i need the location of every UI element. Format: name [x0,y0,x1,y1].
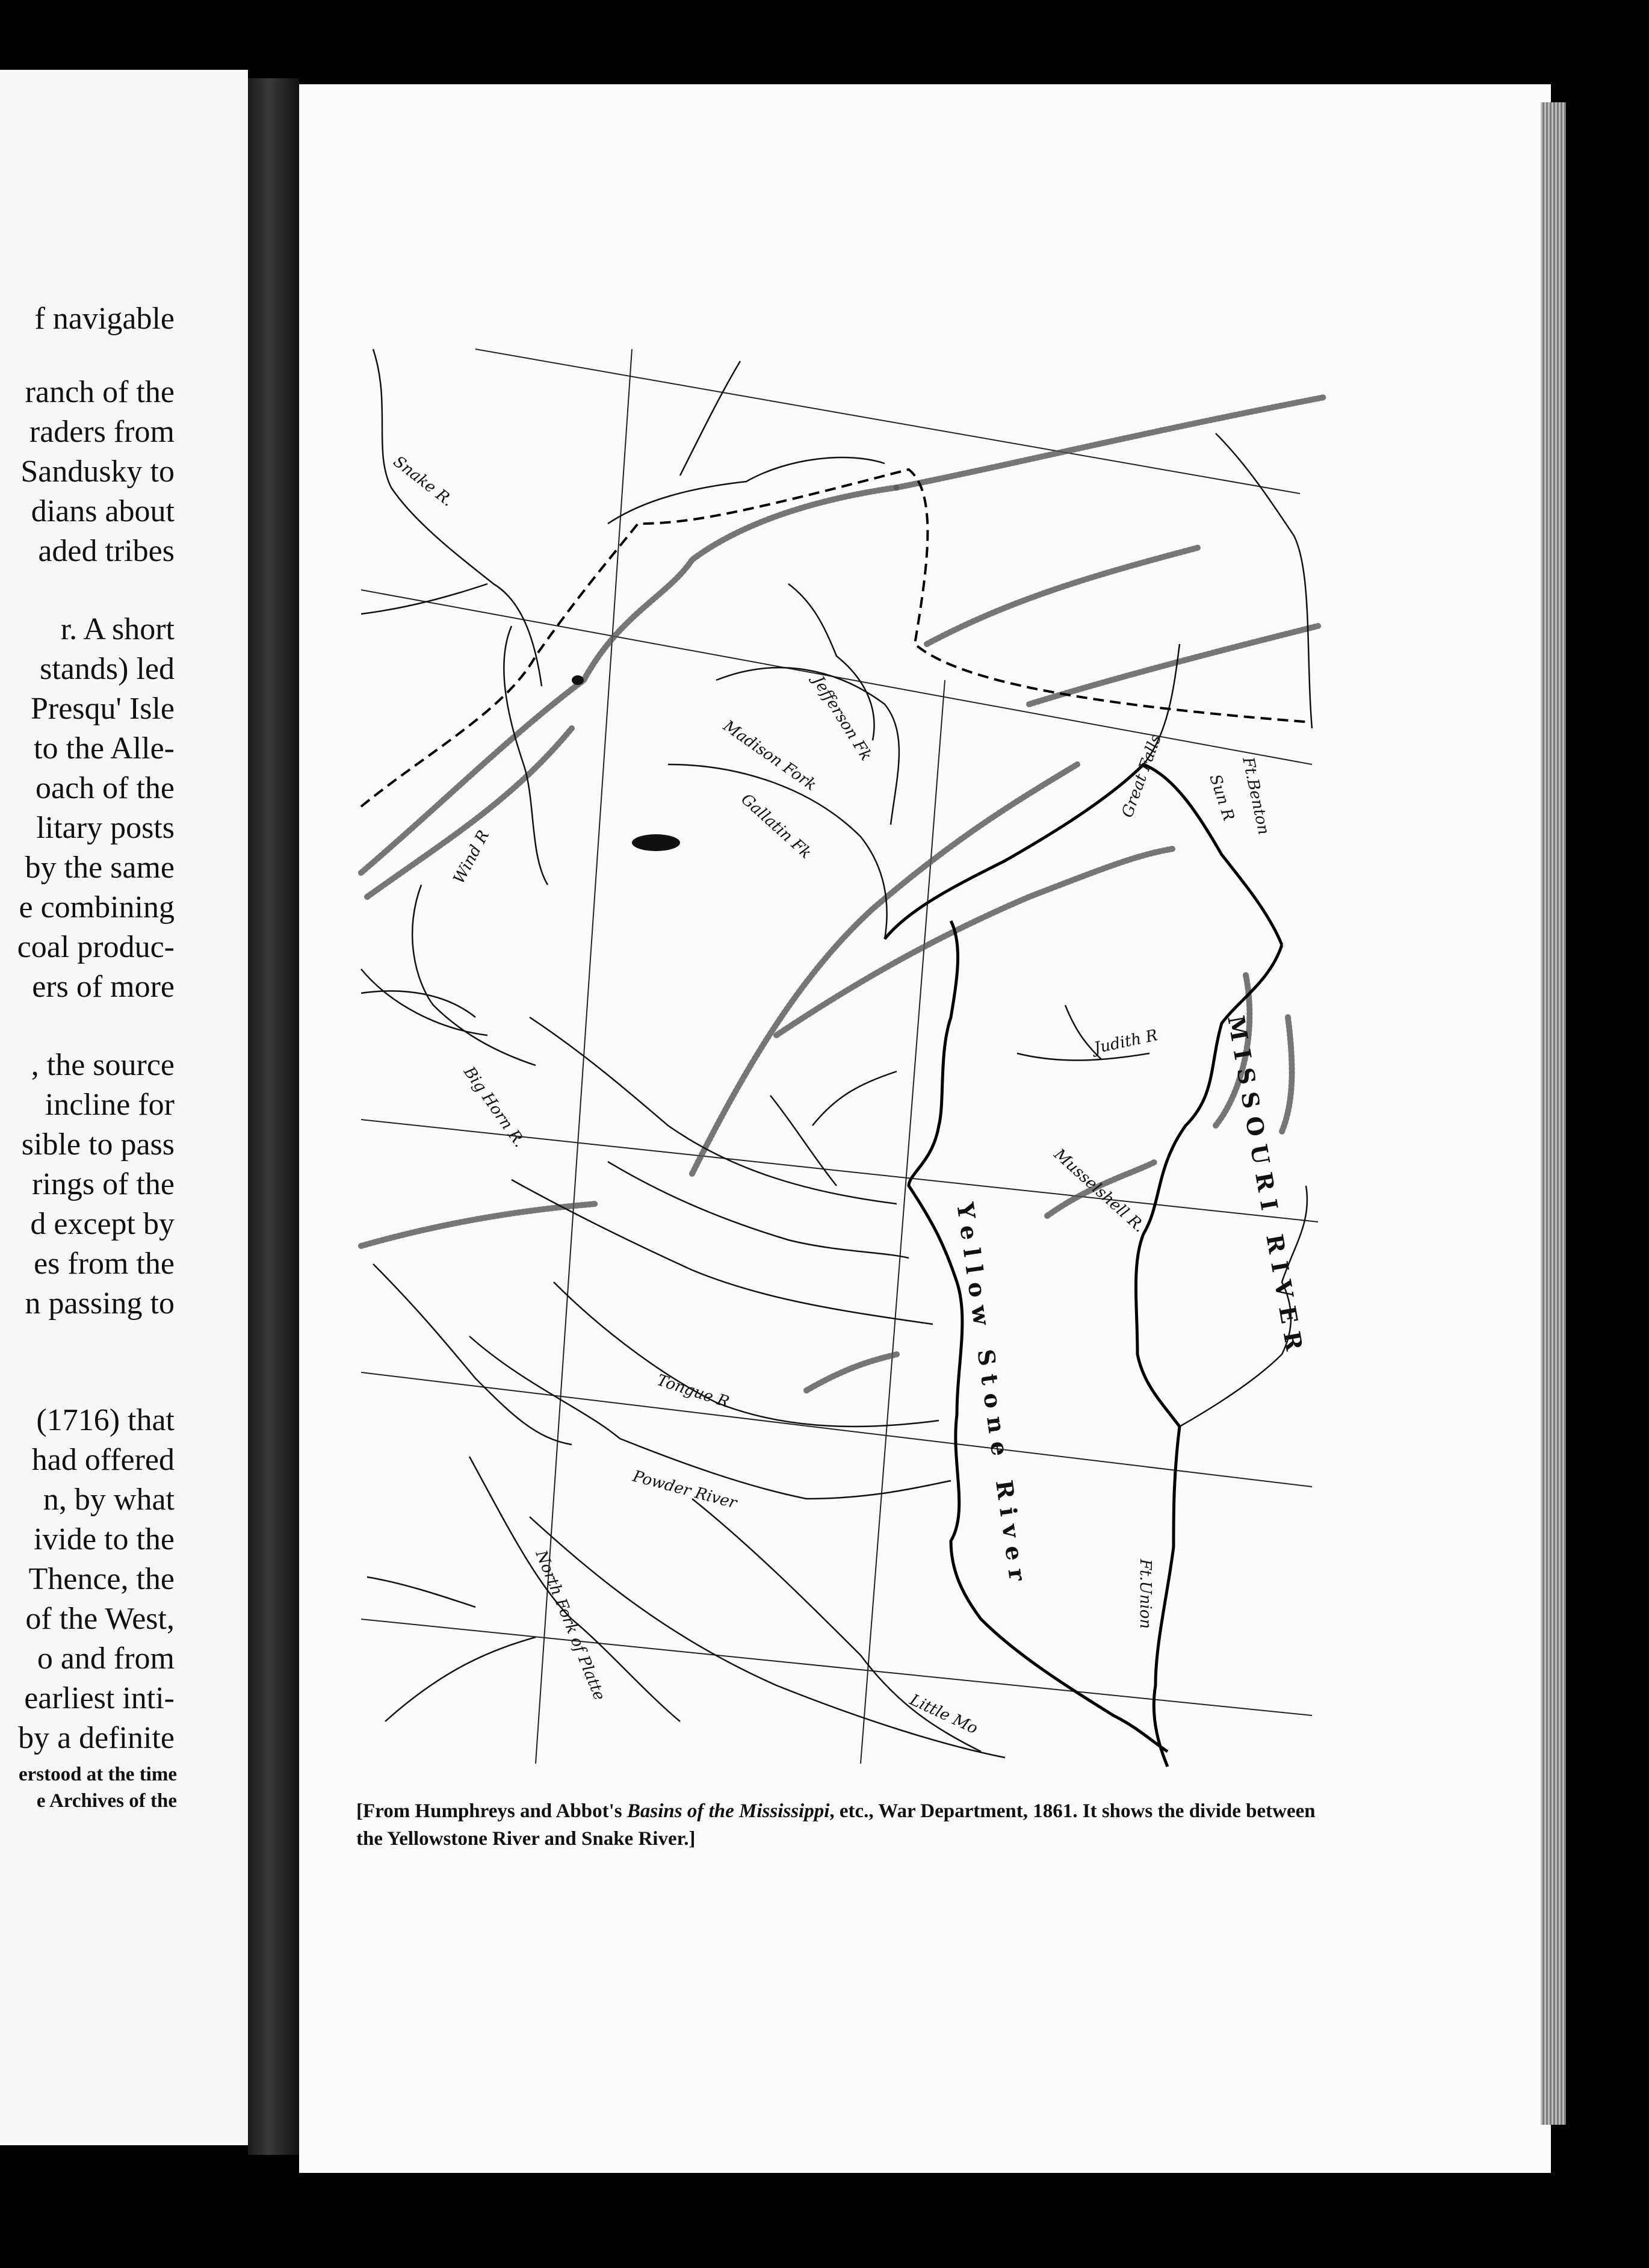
left-page-line: (1716) that [36,1403,175,1437]
left-page-line: coal produc- [17,930,175,964]
map-figure [355,343,1330,1770]
label-ft-union: Ft.Union [1136,1559,1154,1629]
label-little-missouri: Little Mo [907,1691,981,1738]
left-page-line: dians about [31,494,175,528]
left-page-line: ers of more [32,970,175,1004]
left-page-line: n passing to [25,1286,175,1321]
left-page-line: incline for [45,1088,175,1122]
label-musselshell-river: Musselshell R. [1050,1145,1149,1236]
left-page-line: r. A short [60,612,175,646]
left-page-line: sible to pass [21,1127,175,1162]
label-ft-benton: Ft.Benton [1239,755,1273,837]
left-page-line: o and from [37,1641,175,1676]
left-page-line: had offered [31,1443,175,1477]
left-page-line: Sandusky to [20,454,175,489]
label-tongue-river: Tongue R [654,1371,732,1412]
left-page-line: Thence, the [28,1562,175,1596]
left-page-line: ivide to the [34,1522,175,1557]
left-page-line: by a definite [18,1721,175,1755]
left-page-line: Presqu' Isle [30,692,175,726]
page-edges [1541,102,1566,2125]
label-yellowstone-river: Yellow Stone River [951,1200,1033,1591]
lake-marker [572,675,584,685]
left-page-line: rings of the [32,1167,175,1201]
label-north-fork: North Fork of Platte [531,1548,609,1703]
left-page-line: to the Alle- [34,731,175,766]
left-page-line: raders from [29,415,175,449]
left-page-line: n, by what [43,1483,175,1517]
left-page-line: aded tribes [38,534,175,568]
left-page-line: , the source [31,1048,175,1082]
left-page [0,70,248,2145]
map-caption: [From Humphreys and Abbot's Basins of the Mississippi, etc., War Department, 1861. It shows the divide between the Yellowstone River and Snake River.] [356,1800,1316,1850]
label-snake-river: Snake R. [389,452,457,510]
left-page-line: by the same [25,850,175,885]
left-page-line: e combining [19,890,175,925]
label-jefferson-fork: Jefferson Fk [809,672,876,764]
left-page-line: of the West, [25,1602,175,1636]
left-page-line: litary posts [36,811,175,845]
left-page-line: es from the [34,1247,175,1281]
left-page-line: earliest inti- [24,1681,175,1715]
left-page-line: ranch of the [25,375,175,409]
label-big-horn-river: Big Horn R. [460,1063,529,1151]
left-page-footnote-line: erstood at the time [18,1764,177,1785]
label-sun-river: Sun R [1205,772,1238,823]
lake-marker [632,834,680,851]
label-wind-river: Wind R [450,827,493,887]
left-page-line: d except by [30,1207,175,1241]
left-page-line: stands) led [40,652,175,686]
label-great-falls: Great Falls [1118,732,1166,820]
label-missouri-river: MISSOURI RIVER [1222,1013,1310,1361]
left-page-line: f navigable [34,302,175,336]
left-page-footnote-line: e Archives of the [36,1790,177,1812]
left-page-line: oach of the [35,771,175,805]
map-svg [355,343,1330,1770]
label-powder-river: Powder River [631,1467,739,1513]
label-madison-fork: Madison Fork [719,717,820,795]
label-judith-river: Judith R [1092,1026,1160,1058]
label-gallatin-fork: Gallatin Fk [737,790,815,863]
book-gutter [248,78,299,2155]
caption-title: Basins of the Mississippi [626,1800,830,1822]
